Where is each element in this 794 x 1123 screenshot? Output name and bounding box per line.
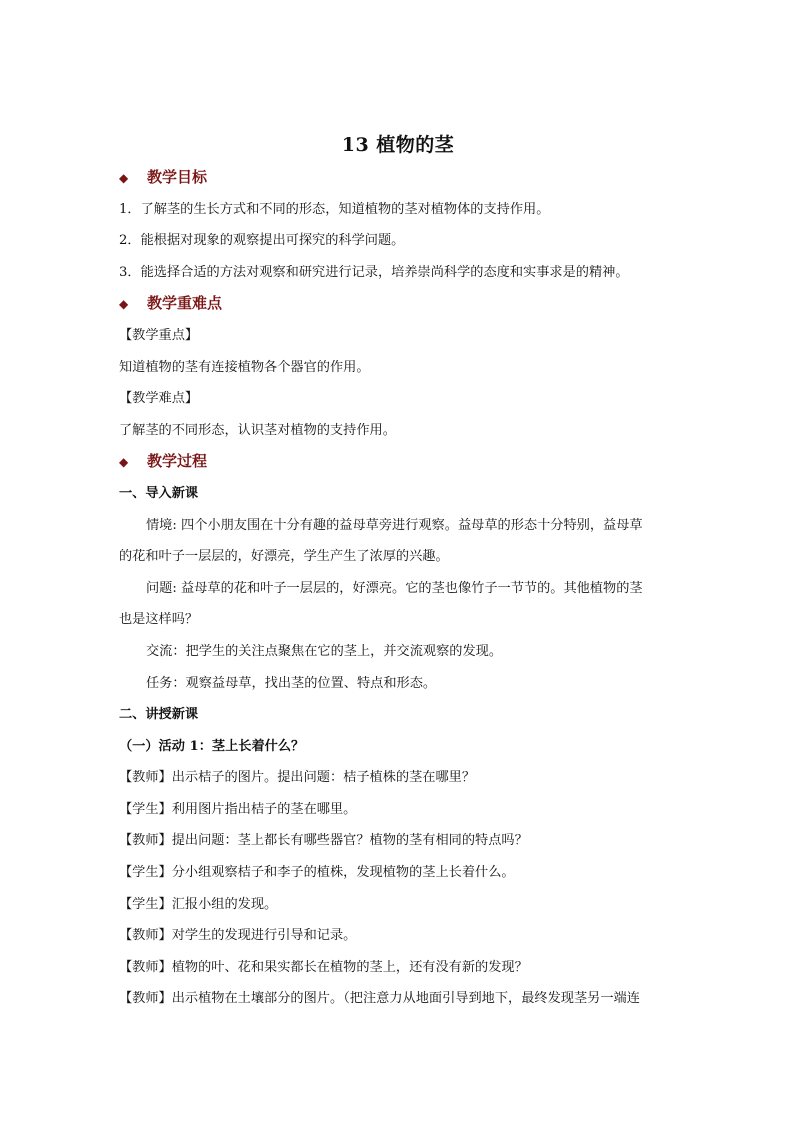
dialogue-line: 【学生】汇报小组的发现。: [119, 896, 278, 912]
section-heading-goals: [119, 162, 677, 194]
diamond-bullet-icon: ◆: [119, 297, 129, 312]
goal-item: 3．能选择合适的方法对观察和研究进行记录，培养崇尚科学的态度和实事求是的精神。: [119, 264, 629, 280]
section-title: 教学重难点: [147, 294, 223, 313]
focus-label: 【教学重点】: [119, 327, 199, 343]
goal-item: 1．了解茎的生长方式和不同的形态，知道植物的茎对植物体的支持作用。: [119, 201, 550, 217]
dialogue-line: 【教师】出示桔子的图片。提出问题：桔子植株的茎在哪里？: [119, 770, 476, 786]
difficulty-label: 【教学难点】: [119, 391, 199, 407]
document-body: [119, 128, 677, 1015]
intro-heading: 一、导入新课: [119, 485, 199, 501]
difficulty-text: 了解茎的不同形态，认识茎对植物的支持作用。: [119, 422, 396, 438]
section-heading-key-points: [119, 288, 677, 320]
diamond-bullet-icon: ◆: [119, 171, 129, 185]
section-title: 教学目标: [147, 168, 208, 186]
dialogue-line: 【教师】对学生的发现进行引导和记录。: [119, 928, 357, 944]
diamond-bullet-icon: ◆: [119, 455, 129, 470]
dialogue-line: 【学生】利用图片指出桔子的茎在哪里。: [119, 801, 357, 817]
activity-heading: （一）活动 1：茎上长着什么？: [119, 738, 305, 754]
section-heading-process: [119, 446, 677, 478]
paragraph-line: 的花和叶子一层层的，好漂亮，学生产生了浓厚的兴趣。: [119, 549, 449, 565]
dialogue-line: 【学生】分小组观察桔子和李子的植株，发现植物的茎上长着什么。: [119, 865, 515, 881]
paragraph-line: 任务：观察益母草，找出茎的位置、特点和形态。: [146, 675, 437, 691]
section-title: 教学过程: [147, 452, 208, 471]
paragraph-line: 问题: 益母草的花和叶子一层层的，好漂亮。它的茎也像竹子一节节的。其他植物的茎: [146, 580, 643, 596]
dialogue-line: 【教师】提出问题：茎上都长有哪些器官？植物的茎有相同的特点吗？: [119, 833, 528, 849]
page-title: 13 植物的茎: [341, 134, 455, 156]
paragraph-line: 也是这样吗？: [119, 612, 199, 628]
dialogue-line: 【教师】出示植物在土壤部分的图片。（把注意力从地面引导到地下，最终发现茎另一端连: [119, 991, 640, 1007]
focus-text: 知道植物的茎有连接植物各个器官的作用。: [119, 359, 370, 375]
dialogue-line: 【教师】植物的叶、花和果实都长在植物的茎上，还有没有新的发现？: [119, 959, 528, 975]
paragraph-line: 交流：把学生的关注点聚焦在它的茎上，并交流观察的发现。: [146, 643, 503, 659]
paragraph-line: 情境: 四个小朋友围在十分有趣的益母草旁进行观察。益母草的形态十分特别，益母草: [146, 517, 643, 533]
lecture-heading: 二、讲授新课: [119, 707, 199, 723]
goal-item: 2．能根据对现象的观察提出可探究的科学问题。: [119, 233, 405, 249]
